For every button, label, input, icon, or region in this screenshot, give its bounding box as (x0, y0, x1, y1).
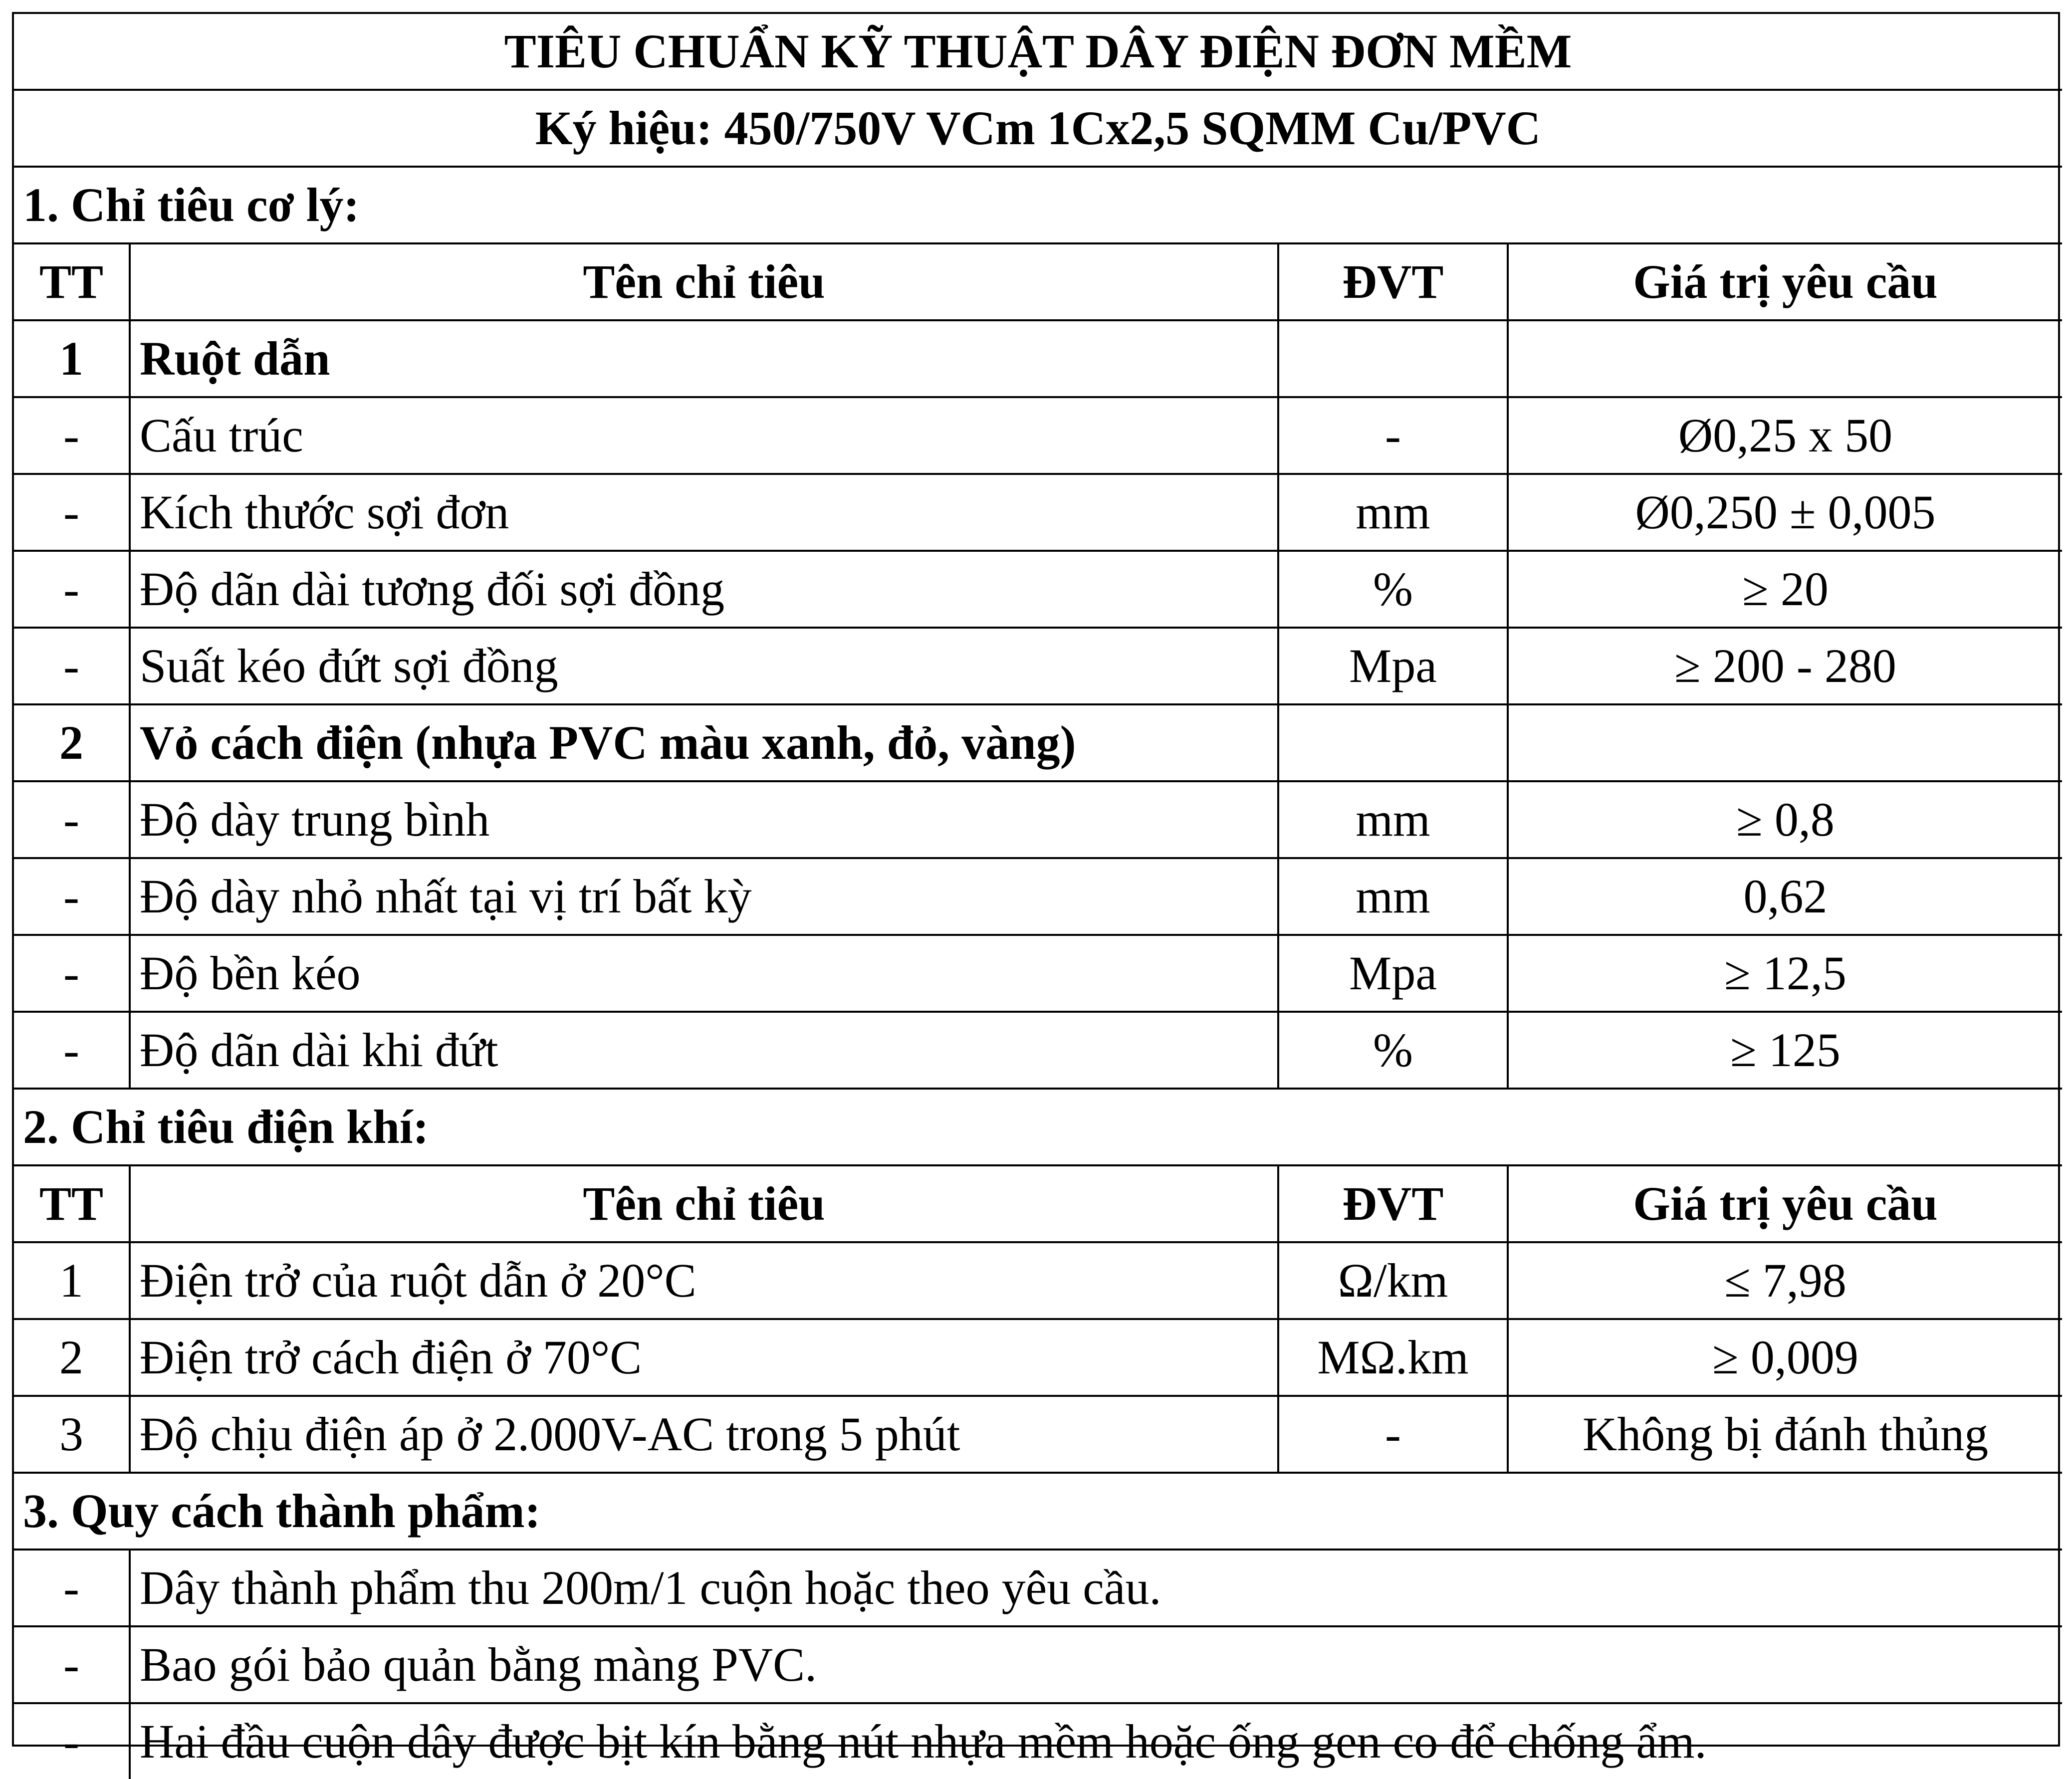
table-row (14, 1012, 2062, 1089)
table-row (14, 1550, 2062, 1626)
row-value: ≥ 12,5 (1508, 935, 2062, 1012)
row-name: Suất kéo đứt sợi đồng (130, 628, 1278, 704)
row-tt: 2 (14, 1319, 130, 1396)
row-value: Ø0,250 ± 0,005 (1508, 474, 2062, 551)
header-tt: TT (14, 1165, 130, 1242)
row-unit: Mpa (1278, 628, 1508, 704)
row-unit: mm (1278, 474, 1508, 551)
row-tt: - (14, 1703, 130, 1779)
row-tt: - (14, 628, 130, 704)
row-unit: mm (1278, 858, 1508, 935)
group-tt: 1 (14, 320, 130, 397)
row-text: Dây thành phẩm thu 200m/1 cuộn hoặc theo yêu cầu. (130, 1550, 2062, 1626)
row-name: Độ dày trung bình (130, 781, 1278, 858)
row-unit: - (1278, 1396, 1508, 1473)
row-name: Cấu trúc (130, 397, 1278, 474)
row-tt: - (14, 935, 130, 1012)
table-row (14, 397, 2062, 474)
column-header-row (14, 243, 2062, 320)
row-name: Kích thước sợi đơn (130, 474, 1278, 551)
table-row (14, 858, 2062, 935)
row-name: Độ chịu điện áp ở 2.000V-AC trong 5 phút (130, 1396, 1278, 1473)
row-unit: MΩ.km (1278, 1319, 1508, 1396)
row-value: Ø0,25 x 50 (1508, 397, 2062, 474)
group-name: Ruột dẫn (130, 320, 1278, 397)
row-value: Không bị đánh thủng (1508, 1396, 2062, 1473)
column-header-row (14, 1165, 2062, 1242)
table-row (14, 935, 2062, 1012)
empty-cell (1278, 320, 1508, 397)
subtitle-row (14, 90, 2062, 167)
row-tt: - (14, 1550, 130, 1626)
spec-sheet (12, 12, 2060, 1768)
row-unit: % (1278, 1012, 1508, 1089)
row-unit: % (1278, 551, 1508, 628)
group-row (14, 320, 2062, 397)
table-row (14, 474, 2062, 551)
row-value: ≥ 0,009 (1508, 1319, 2062, 1396)
row-tt: - (14, 551, 130, 628)
row-value: ≥ 200 - 280 (1508, 628, 2062, 704)
table-row (14, 781, 2062, 858)
header-unit: ĐVT (1278, 1165, 1508, 1242)
section-1-title: 1. Chỉ tiêu cơ lý: (14, 167, 2062, 243)
empty-cell (1508, 320, 2062, 397)
table-row (14, 1242, 2062, 1319)
row-unit: mm (1278, 781, 1508, 858)
spec-table (14, 14, 2062, 1779)
row-tt: - (14, 858, 130, 935)
section-heading-row (14, 1473, 2062, 1550)
row-value: 0,62 (1508, 858, 2062, 935)
header-unit: ĐVT (1278, 243, 1508, 320)
table-row (14, 1319, 2062, 1396)
group-row (14, 704, 2062, 781)
header-name: Tên chỉ tiêu (130, 243, 1278, 320)
row-tt: 1 (14, 1242, 130, 1319)
row-name: Điện trở của ruột dẫn ở 20°C (130, 1242, 1278, 1319)
section-2-title: 2. Chỉ tiêu điện khí: (14, 1089, 2062, 1165)
row-unit: - (1278, 397, 1508, 474)
section-heading-row (14, 1089, 2062, 1165)
group-tt: 2 (14, 704, 130, 781)
header-name: Tên chỉ tiêu (130, 1165, 1278, 1242)
table-row (14, 1626, 2062, 1703)
row-unit: Ω/km (1278, 1242, 1508, 1319)
empty-cell (1278, 704, 1508, 781)
header-value: Giá trị yêu cầu (1508, 1165, 2062, 1242)
row-value: ≥ 0,8 (1508, 781, 2062, 858)
header-tt: TT (14, 243, 130, 320)
row-tt: - (14, 781, 130, 858)
row-value: ≤ 7,98 (1508, 1242, 2062, 1319)
row-text: Hai đầu cuộn dây được bịt kín bằng nút nhựa mềm hoặc ống gen co để chống ẩm. (130, 1703, 2062, 1779)
group-name: Vỏ cách điện (nhựa PVC màu xanh, đỏ, vàng) (130, 704, 1278, 781)
row-name: Điện trở cách điện ở 70°C (130, 1319, 1278, 1396)
table-row (14, 628, 2062, 704)
table-row (14, 551, 2062, 628)
row-tt: - (14, 474, 130, 551)
row-tt: - (14, 1012, 130, 1089)
row-value: ≥ 125 (1508, 1012, 2062, 1089)
table-row (14, 1703, 2062, 1779)
row-tt: - (14, 397, 130, 474)
section-3-title: 3. Quy cách thành phẩm: (14, 1473, 2062, 1550)
row-value: ≥ 20 (1508, 551, 2062, 628)
title-row (14, 14, 2062, 90)
row-name: Độ dày nhỏ nhất tại vị trí bất kỳ (130, 858, 1278, 935)
row-name: Độ bền kéo (130, 935, 1278, 1012)
section-heading-row (14, 167, 2062, 243)
header-value: Giá trị yêu cầu (1508, 243, 2062, 320)
row-tt: 3 (14, 1396, 130, 1473)
row-text: Bao gói bảo quản bằng màng PVC. (130, 1626, 2062, 1703)
document-title: TIÊU CHUẨN KỸ THUẬT DÂY ĐIỆN ĐƠN MỀM (14, 14, 2062, 90)
empty-cell (1508, 704, 2062, 781)
row-tt: - (14, 1626, 130, 1703)
document-subtitle: Ký hiệu: 450/750V VCm 1Cx2,5 SQMM Cu/PVC (14, 90, 2062, 167)
table-row (14, 1396, 2062, 1473)
row-name: Độ dãn dài tương đối sợi đồng (130, 551, 1278, 628)
row-name: Độ dãn dài khi đứt (130, 1012, 1278, 1089)
row-unit: Mpa (1278, 935, 1508, 1012)
